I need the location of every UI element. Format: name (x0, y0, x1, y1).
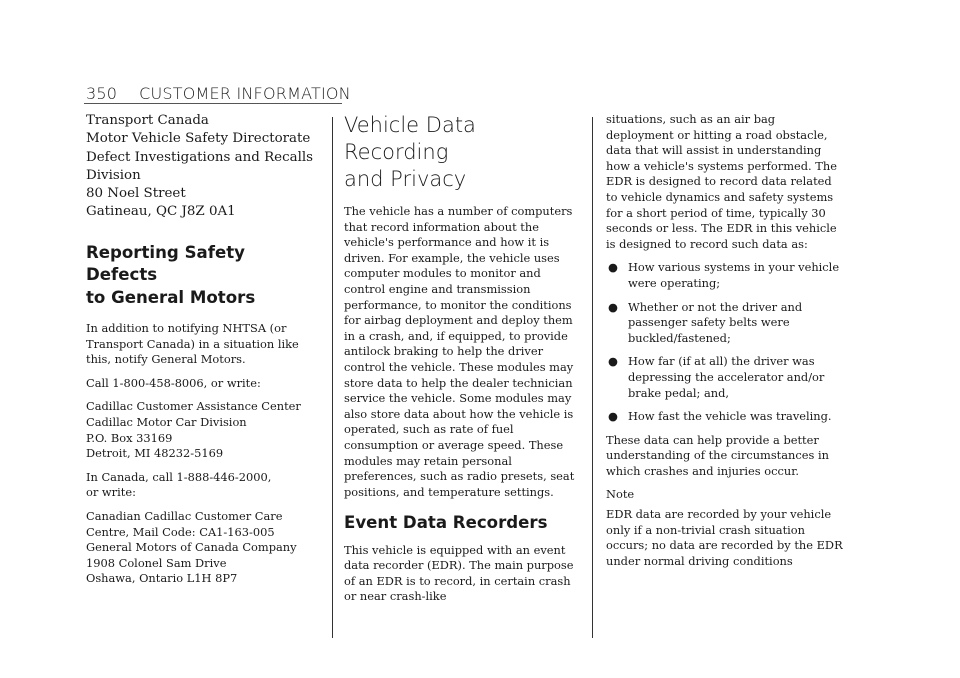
heading-vehicle-data-recording: Vehicle Data Recording and Privacy (344, 113, 476, 191)
list-item: ● Whether or not the driver and passenger safety belts were buckled/fastened; (608, 299, 803, 345)
edr-paragraph: This vehicle is equipped with an event data recorder (EDR). The main purpose of an EDR is to record, in certain crash or near crash-like (344, 542, 574, 604)
address-line: Gatineau, QC J8Z 0A1 (86, 204, 236, 220)
address-line: Defect Investigations and Recalls (86, 149, 314, 165)
column-3 (606, 112, 846, 577)
header-rule (84, 103, 342, 104)
edr-data-list (606, 260, 846, 424)
column-1 (86, 112, 318, 595)
intro-paragraph: In addition to notifying NHTSA (or Transport Canada) in a situation like this, notify General Motors. (86, 321, 299, 367)
column-divider (332, 117, 333, 638)
list-item: ● How fast the vehicle was traveling. (608, 409, 832, 424)
page-number: 350 (86, 84, 118, 103)
column-2 (344, 112, 582, 613)
note-paragraph: EDR data are recorded by your vehicle only if a non-trivial crash situation occurs; no data are recorded by the EDR under normal driving conditions (606, 507, 843, 568)
list-item: ● How far (if at all) the driver was depressing the accelerator and/or brake pedal; and, (608, 354, 825, 400)
edr-continued-paragraph: situations, such as an air bag deployment or hitting a road obstacle, data that will assist in understanding how a vehicle's systems performed. The EDR is designed to record data related to vehicle dynamics and safety systems for a short period of time, typically 30 seconds or less. The EDR in this vehicle is designed to record such data as: (606, 112, 837, 251)
transport-canada-address (86, 112, 318, 222)
bullet-icon: ● (608, 409, 618, 424)
us-address: Cadillac Customer Assistance Center Cadillac Motor Car Division P.O. Box 33169 Detroit, MI 48232-5169 (86, 399, 301, 461)
note-label: Note (606, 487, 635, 502)
address-line: Motor Vehicle Safety Directorate (86, 131, 311, 147)
heading-event-data-recorders: Event Data Recorders (344, 513, 548, 533)
circumstances-paragraph: These data can help provide a better understanding of the circumstances in which crashes and injuries occur. (606, 432, 829, 478)
address-line: Transport Canada (86, 113, 209, 128)
section-title: CUSTOMER INFORMATION (139, 84, 351, 103)
vehicle-data-paragraph: The vehicle has a number of computers that record information about the vehicle's performance and how it is driven. For example, the vehicle uses computer modules to monitor and control engine and transmission performance, to monitor the conditions for airbag deployment and deploy them in a crash, and, if equipped, to provide antilock braking to help the driver control the vehicle. These modules may store data to help the dealer technician service the vehicle. Some modules may also store data about how the vehicle is operated, such as rate of fuel consumption or average speed. These modules may retain personal preferences, such as radio presets, seat positions, and temperature settings. (344, 204, 575, 499)
address-line: Division (86, 167, 141, 183)
page-header (86, 84, 351, 103)
call-us-paragraph: Call 1-800-458-8006, or write: (86, 375, 261, 390)
canada-address: Canadian Cadillac Customer Care Centre, Mail Code: CA1-163-005 General Motors of Canada Company 1908 Colonel Sam Drive Oshawa, Ontario L1H 8P7 (86, 508, 297, 586)
bullet-icon: ● (608, 299, 618, 314)
bullet-icon: ● (608, 260, 618, 275)
address-line: 80 Noel Street (86, 186, 186, 202)
heading-reporting-safety-defects: Reporting Safety Defects to General Motors (86, 242, 256, 307)
list-item: ● How various systems in your vehicle were operating; (608, 260, 840, 290)
bullet-icon: ● (608, 354, 618, 369)
column-divider (592, 117, 593, 638)
canada-call-paragraph: In Canada, call 1-888-446-2000, or write: (86, 469, 272, 500)
